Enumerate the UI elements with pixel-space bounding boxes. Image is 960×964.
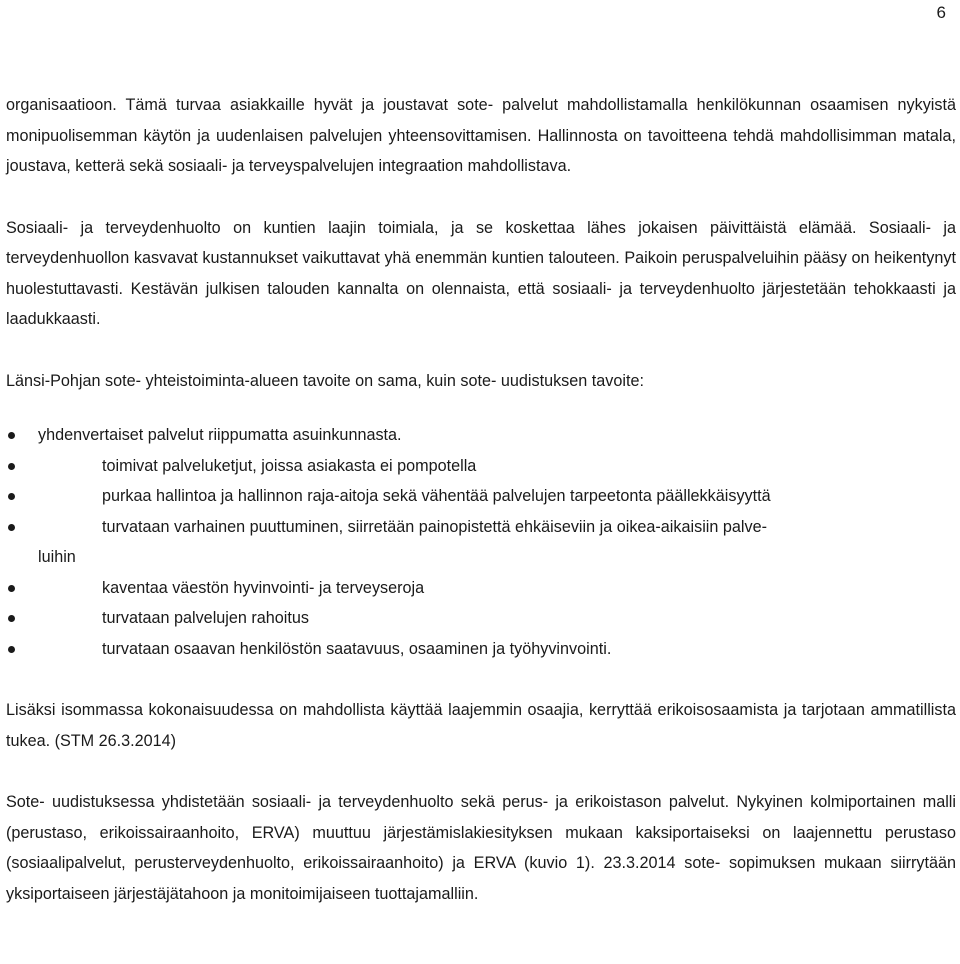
bullet-icon: [8, 524, 15, 531]
list-item: purkaa hallintoa ja hallinnon raja-aitoja sekä vähentää palvelujen tarpeetonta päällekkäisyyttä: [6, 481, 956, 512]
list-item: yhdenvertaiset palvelut riippumatta asuinkunnasta.: [6, 420, 956, 451]
list-item: turvataan palvelujen rahoitus: [6, 603, 956, 634]
paragraph-goal-intro: Länsi-Pohjan sote- yhteistoiminta-alueen tavoite on sama, kuin sote- uudistuksen tavoite:: [6, 371, 644, 390]
paragraph-intro: organisaatioon. Tämä turvaa asiakkaille hyvät ja joustavat sote- palvelut mahdollistamalla henkilökunnan osaamisen nykyistä monipuolisemman käytön ja uudenlaisen palvelujen yhteensovittamisen. Hallinnosta on tavoitteena tehdä mahdollisimman matala, joustava, ketterä sekä sosiaali- ja terveyspalvelujen integraation mahdollistava.: [6, 96, 956, 175]
bullet-icon: [8, 646, 15, 653]
list-item: toimivat palveluketjut, joissa asiakasta ei pompotella: [6, 451, 956, 482]
paragraph-social-health: Sosiaali- ja terveydenhuolto on kuntien laajin toimiala, ja se koskettaa lähes jokaisen päivittäistä elämää. Sosiaali- ja terveydenhuollon kasvavat kustannukset vaikuttavat yhä enemmän kuntien talouteen. Paikoin peruspalveluihin pääsy on heikentynyt huolestuttavasti. Kestävän julkisen talouden kannalta on olennaista, että sosiaali- ja terveydenhuolto järjestetään tehokkaasti ja laadukkaasti.: [6, 218, 956, 328]
list-item: turvataan osaavan henkilöstön saatavuus, osaaminen ja työhyvinvointi.: [6, 634, 956, 665]
goal-list: [6, 420, 956, 664]
bullet-icon: [8, 585, 15, 592]
document-body: [6, 90, 956, 909]
bullet-icon: [8, 432, 15, 439]
paragraph-reform: Sote- uudistuksessa yhdistetään sosiaali- ja terveydenhuolto sekä perus- ja erikoistason palvelut. Nykyinen kolmiportainen malli (perustaso, erikoissairaanhoito, ERVA) muuttuu järjestämislakiesityksen mukaan kaksiportaiseksi on laajennettu perustaso (sosiaalipalvelut, perusterveydenhuolto, erikoissairaanhoito) ja ERVA (kuvio 1). 23.3.2014 sote- sopimuksen mukaan siirrytään yksiportaiseen järjestäjätahoon ja monitoimijaiseen tuottajamalliin.: [6, 793, 956, 903]
bullet-icon: [8, 615, 15, 622]
list-item: kaventaa väestön hyvinvointi- ja terveyseroja: [6, 573, 956, 604]
bullet-icon: [8, 493, 15, 500]
page-number: 6: [936, 3, 946, 22]
list-item: turvataan varhainen puuttuminen, siirretään painopistettä ehkäiseviin ja oikea-aikaisiin palve- luihin: [6, 512, 956, 573]
bullet-icon: [8, 463, 15, 470]
paragraph-expertise: Lisäksi isommassa kokonaisuudessa on mahdollista käyttää laajemmin osaajia, kerryttää erikoisosaamista ja tarjotaan ammatillista tukea. (STM 26.3.2014): [6, 701, 956, 750]
